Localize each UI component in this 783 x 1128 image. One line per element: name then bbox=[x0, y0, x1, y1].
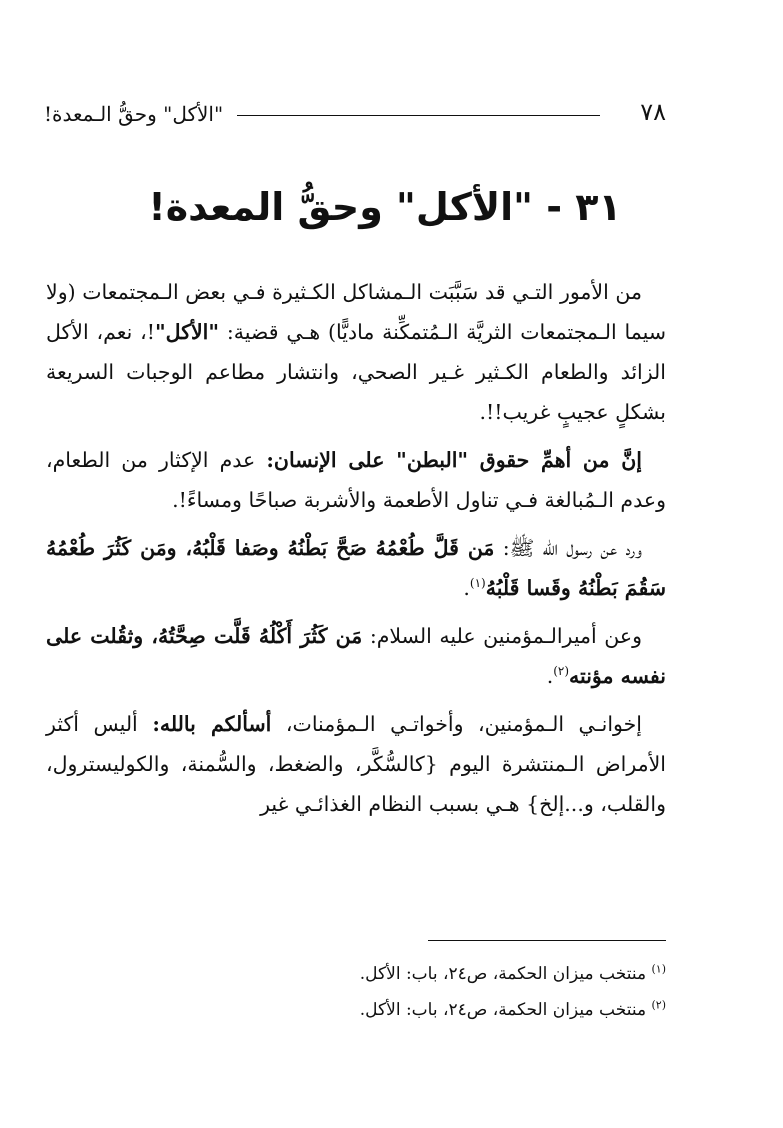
paragraph-text: !، نعم، الأكل الزائد والطعام الكـثير غـير الصحي، وانتشار مطاعم الوجبات السريعة بشكلٍ عجيبٍ غريب!!. bbox=[46, 320, 666, 424]
paragraph-hadith-prophet bbox=[46, 528, 666, 608]
paragraph-text: إخوانـي الـمؤمنين، وأخواتـي الـمؤمنات، bbox=[271, 712, 643, 736]
paragraph-intro bbox=[46, 272, 666, 432]
running-header bbox=[44, 84, 666, 124]
paragraph-text: . bbox=[546, 664, 554, 688]
chapter-title: ٣١ - "الأكل" وحقُّ المعدة! bbox=[148, 185, 622, 229]
footnote-text: منتخب ميزان الحكمة، ص٢٤، باب: الأكل. bbox=[359, 964, 647, 984]
bold-statement: إنَّ من أهمِّ حقوق "البطن" على الإنسان: bbox=[266, 448, 642, 472]
bold-phrase: أسألكم بالله: bbox=[152, 712, 272, 736]
running-title: "الأكل" وحقُّ الـمعدة! bbox=[44, 102, 224, 126]
bold-term: "الأكل" bbox=[155, 320, 220, 344]
paragraph-appeal bbox=[46, 704, 666, 824]
footnotes bbox=[300, 956, 666, 1028]
paragraph-rights bbox=[46, 440, 666, 520]
header-rule bbox=[237, 115, 600, 116]
footnote-number: (٢) bbox=[651, 998, 666, 1012]
paragraph-text: ورد عن رسول الله ﷺ: bbox=[494, 536, 642, 560]
footnote-rule bbox=[428, 940, 666, 941]
paragraph-text: . bbox=[463, 576, 470, 600]
footnote-marker[interactable]: (١) bbox=[469, 576, 486, 591]
footnote-marker[interactable]: (٢) bbox=[553, 664, 570, 679]
paragraph-hadith-imam bbox=[46, 616, 666, 696]
footnote-1 bbox=[300, 956, 666, 992]
footnote-2 bbox=[300, 992, 666, 1028]
paragraph-text: أليس أكثر الأمراض الـمنتشرة اليوم {كالسُّكَّر، والضغط، والسُّمنة، والكوليسترول، والقلب، و...إلخ} هـي بسبب النظام الغذائـي غير bbox=[46, 712, 666, 816]
footnote-text: منتخب ميزان الحكمة، ص٢٤، باب: الأكل. bbox=[359, 1000, 647, 1020]
hadith-quote: مَن كَثُرَ أَكْلُهُ قَلَّت صِحَّتُهُ، وثقُلت على نفسه مؤنته bbox=[46, 624, 666, 688]
paragraph-text: عدم الإكثار من الطعام، وعدم الـمُبالغة فـي تناول الأطعمة والأشربة صباحًا ومساءً!. bbox=[46, 448, 666, 512]
footnote-number: (١) bbox=[651, 962, 666, 976]
paragraph-text: وعن أميرالـمؤمنين عليه السلام: bbox=[362, 624, 642, 648]
hadith-quote: مَن قَلَّ طُعْمُهُ صَحَّ بَطْنُهُ وصَفا قَلْبُهُ، ومَن كَثُرَ طُعْمُهُ سَقُمَ بَطْنُهُ وقَسا قَلْبُهُ bbox=[46, 536, 666, 600]
body-text bbox=[46, 272, 666, 832]
paragraph-text: من الأمور التـي قد سَبَّبَت الـمشاكل الكـثيرة فـي بعض الـمجتمعات (ولا سيما الـمجتمعات الثريَّة الـمُتمكِّنة ماديًّا) هـي قضية: bbox=[46, 280, 666, 344]
page-number: ٧٨ bbox=[640, 98, 666, 126]
